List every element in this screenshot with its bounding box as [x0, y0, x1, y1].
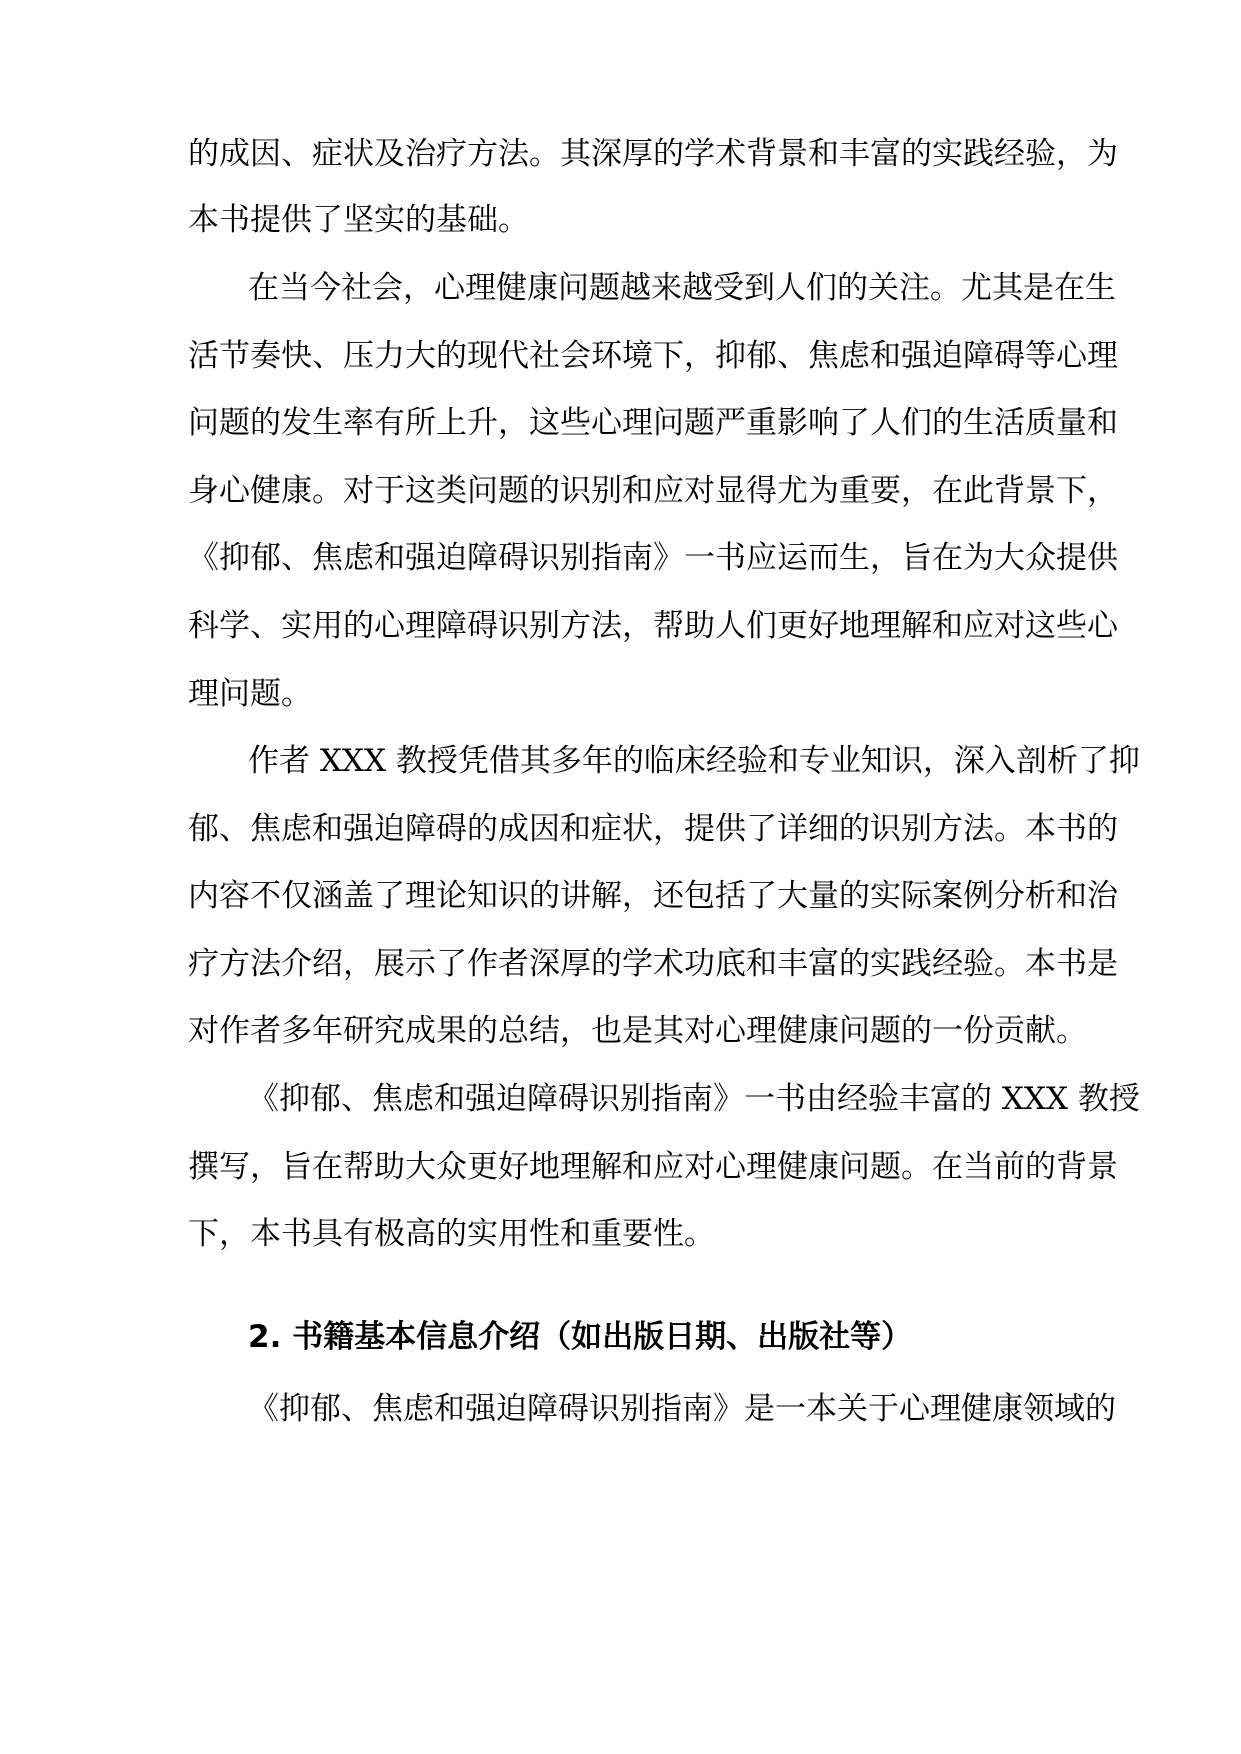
- paragraph-line: 理问题。: [188, 676, 312, 712]
- paragraph-line: 下，本书具有极高的实用性和重要性。: [188, 1216, 715, 1252]
- paragraph-line: 作者 XXX 教授凭借其多年的临床经验和专业知识，深入剖析了抑: [248, 743, 1140, 779]
- paragraph-line: 对作者多年研究成果的总结，也是其对心理健康问题的一份贡献。: [188, 1013, 1087, 1049]
- paragraph-line: 撰写，旨在帮助大众更好地理解和应对心理健康问题。在当前的背景: [188, 1149, 1118, 1185]
- paragraph-line: 活节奏快、压力大的现代社会环境下，抑郁、焦虑和强迫障碍等心理: [188, 338, 1118, 374]
- paragraph-line: 身心健康。对于这类问题的识别和应对显得尤为重要，在此背景下，: [188, 473, 1118, 509]
- paragraph-line: 的成因、症状及治疗方法。其深厚的学术背景和丰富的实践经验，为: [188, 136, 1118, 172]
- paragraph-line: 科学、实用的心理障碍识别方法，帮助人们更好地理解和应对这些心: [188, 608, 1118, 644]
- paragraph-line: 《抑郁、焦虑和强迫障碍识别指南》一书应运而生，旨在为大众提供: [188, 540, 1118, 576]
- paragraph-line: 本书提供了坚实的基础。: [188, 202, 529, 238]
- paragraph-line: 郁、焦虑和强迫障碍的成因和症状，提供了详细的识别方法。本书的: [188, 811, 1118, 847]
- paragraph-line: 在当今社会，心理健康问题越来越受到人们的关注。尤其是在生: [248, 270, 1116, 306]
- paragraph-line: 《抑郁、焦虑和强迫障碍识别指南》一书由经验丰富的 XXX 教授: [248, 1081, 1140, 1117]
- paragraph-line: 《抑郁、焦虑和强迫障碍识别指南》是一本关于心理健康领域的: [248, 1391, 1116, 1427]
- paragraph-line: 问题的发生率有所上升，这些心理问题严重影响了人们的生活质量和: [188, 405, 1118, 441]
- paragraph-line: 内容不仅涵盖了理论知识的讲解，还包括了大量的实际案例分析和治: [188, 878, 1118, 914]
- paragraph-line: 疗方法介绍，展示了作者深厚的学术功底和丰富的实践经验。本书是: [188, 946, 1118, 982]
- section-heading: 2. 书籍基本信息介绍（如出版日期、出版社等）: [248, 1319, 913, 1355]
